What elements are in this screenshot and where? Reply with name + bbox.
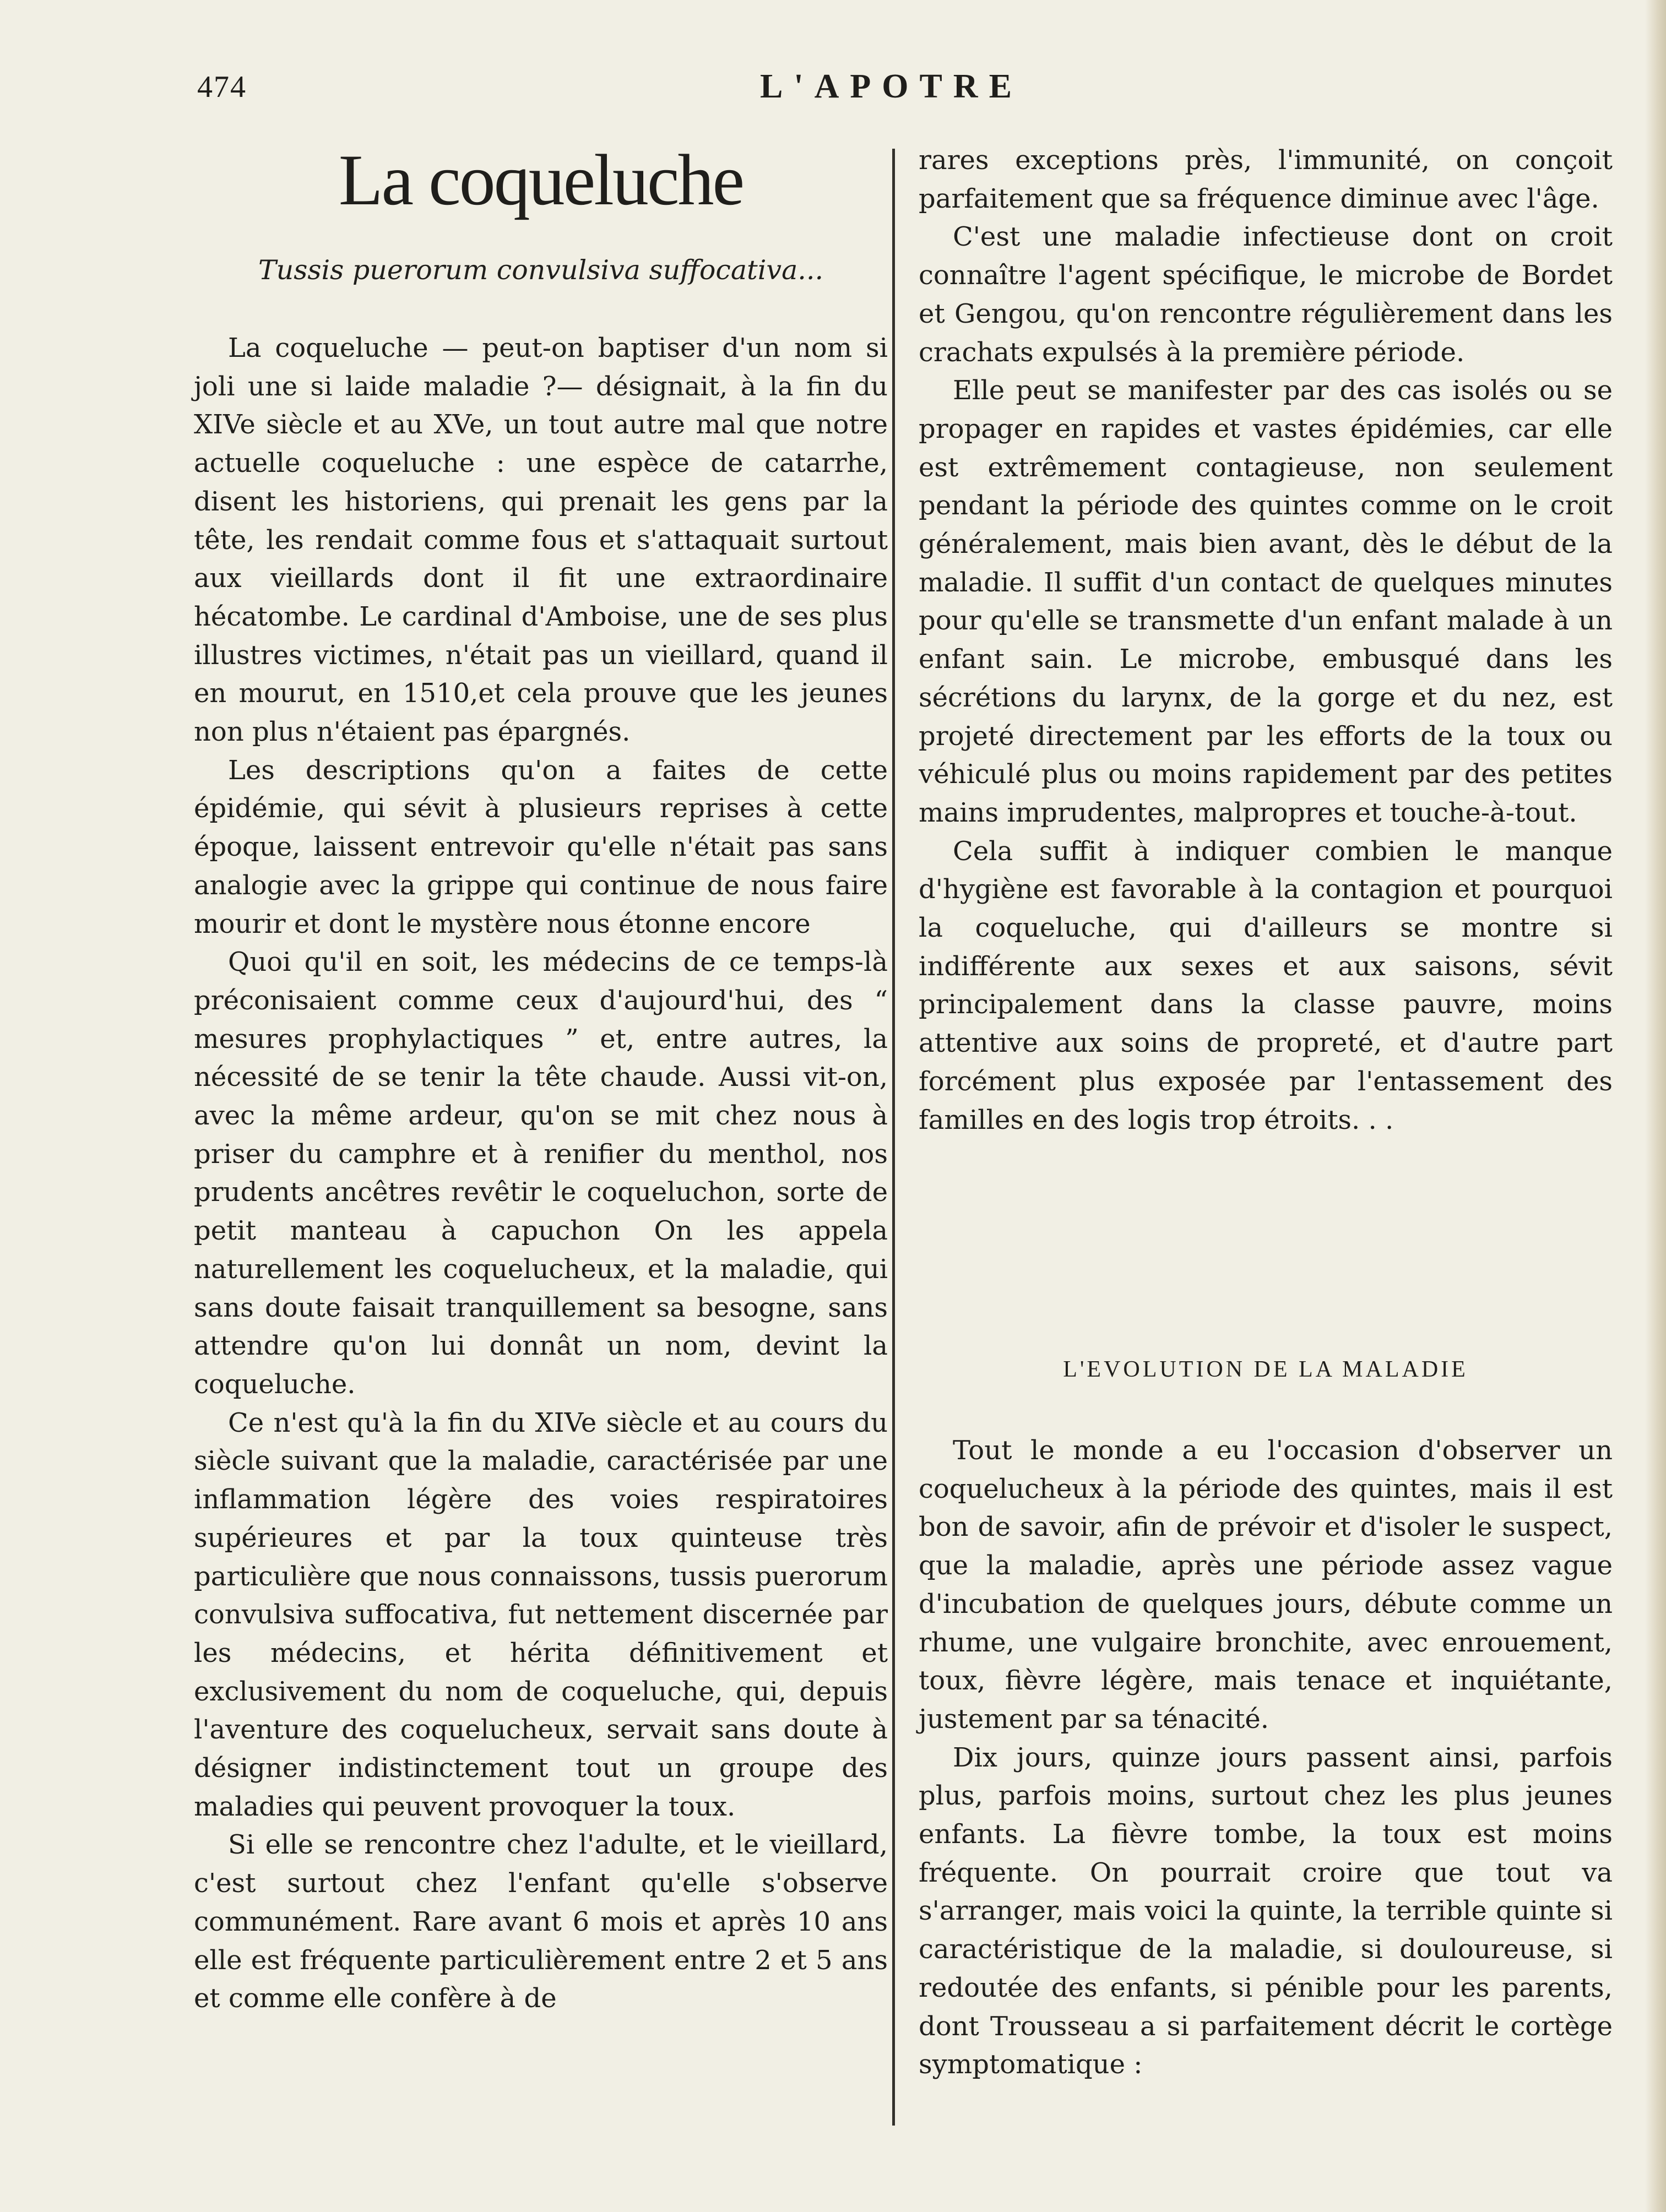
paragraph: La coqueluche — peut-on baptiser d'un nom si joli une si laide maladie ?— désignait, à la fin du XIVe siècle et au XVe, un tout autre mal que notre actuelle coqueluche : une espèce de catarrhe, disent les historiens, qui prenait les gens par la tête, les rendait comme fous et s'attaquait surtout aux vieillards dont il fit une extraordinaire hécatombe. Le cardinal d'Amboise, une de ses plus illustres victimes, n'était pas un vieillard, quand il en mourut, en 1510,et cela prouve que les jeunes non plus n'étaient pas épargnés.	[194, 333, 888, 748]
running-head: L'APOTRE	[760, 68, 1023, 105]
paragraph-continued: rares exceptions près, l'immunité, on conçoit parfaitement que sa fréquence diminue avec l'âge.	[919, 145, 1613, 214]
paragraph: Ce n'est qu'à la fin du XIVe siècle et au cours du siècle suivant que la maladie, caractérisée par une inflammation légère des voies respiratoires supérieures et par la toux quinteuse très particulière que nous connaissons, tussis puerorum convulsiva suffocativa, fut nettement discernée par les médecins, et hérita définitivement et exclusivement du nom de coqueluche, qui, depuis l'aventure des coquelucheux, servait sans doute à désigner indistinctement tout un groupe des maladies qui peuvent provoquer la toux.	[194, 1407, 888, 1822]
right-column-body-top	[919, 142, 1613, 1139]
paragraph: Si elle se rencontre chez l'adulte, et le vieillard, c'est surtout chez l'enfant qu'elle s'observe communément. Rare avant 6 mois et après 10 ans elle est fréquente particulièrement entre 2 et 5 ans et comme elle confère à de	[194, 1829, 888, 2014]
left-column-body	[194, 329, 888, 2018]
column-rule	[892, 149, 895, 2126]
paragraph: Dix jours, quinze jours passent ainsi, parfois plus, parfois moins, surtout chez les plus jeunes enfants. La fièvre tombe, la toux est moins fréquente. On pourrait croire que tout va s'arranger, mais voici la quinte, la terrible quinte si caractéristique de la maladie, si douloureuse, si redoutée des enfants, si pénible pour les parents, dont Trousseau a si parfaitement décrit le cortège symptomatique :	[919, 1742, 1613, 2080]
article-title: La coqueluche	[338, 139, 744, 220]
paragraph: C'est une maladie infectieuse dont on croit connaître l'agent spécifique, le microbe de Bordet et Gengou, qu'on rencontre régulièrement dans les crachats expulsés à la première période.	[919, 221, 1613, 368]
paragraph: Elle peut se manifester par des cas isolés ou se propager en rapides et vastes épidémies, car elle est extrêmement contagieuse, non seulement pendant la période des quintes comme on le croit généralement, mais bien avant, dès le début de la maladie. Il suffit d'un contact de quelques minutes pour qu'elle se transmette d'un enfant malade à un enfant sain. Le microbe, embusqué dans les sécrétions du larynx, de la gorge et du nez, est projeté directement par les efforts de la toux ou véhiculé plus ou moins rapidement par des petites mains imprudentes, malpropres et touche-à-tout.	[919, 375, 1613, 828]
section-heading: L'EVOLUTION DE LA MALADIE	[1063, 1357, 1468, 1382]
page-header	[193, 65, 1603, 109]
right-column-body-bottom	[919, 1432, 1613, 2084]
page-number: 474	[197, 70, 247, 104]
epigraph: Tussis puerorum convulsiva suffocativa...	[258, 254, 824, 286]
page-edge-shadow	[1645, 0, 1666, 2212]
paragraph: Cela suffit à indiquer combien le manque d'hygiène est favorable à la contagion et pourquoi la coqueluche, qui d'ailleurs se montre si indifférente aux sexes et aux saisons, sévit principalement dans la classe pauvre, moins attentive aux soins de propreté, et d'autre part forcément plus exposée par l'entassement des familles en des logis trop étroits. . .	[919, 835, 1613, 1135]
paragraph: Tout le monde a eu l'occasion d'observer un coquelucheux à la période des quintes, mais il est bon de savoir, afin de prévoir et d'isoler le suspect, que la maladie, après une période assez vague d'incubation de quelques jours, débute comme un rhume, une vulgaire bronchite, avec enrouement, toux, fièvre légère, mais tenace et inquiétante, justement par sa ténacité.	[919, 1435, 1613, 1735]
paragraph: Quoi qu'il en soit, les médecins de ce temps-là préconisaient comme ceux d'aujourd'hui, des “ mesures prophylactiques ” et, entre autres, la nécessité de se tenir la tête chaude. Aussi vit-on, avec la même ardeur, qu'on se mit chez nous à priser du camphre et à renifier du menthol, nos prudents ancêtres revêtir le coqueluchon, sorte de petit manteau à capuchon On les appela naturellement les coquelucheux, et la maladie, qui sans doute faisait tranquillement sa besogne, sans attendre qu'on lui donnât un nom, devint la coqueluche.	[194, 947, 888, 1400]
paragraph: Les descriptions qu'on a faites de cette épidémie, qui sévit à plusieurs reprises à cette époque, laissent entrevoir qu'elle n'était pas sans analogie avec la grippe qui continue de nous faire mourir et dont le mystère nous étonne encore	[194, 754, 888, 939]
